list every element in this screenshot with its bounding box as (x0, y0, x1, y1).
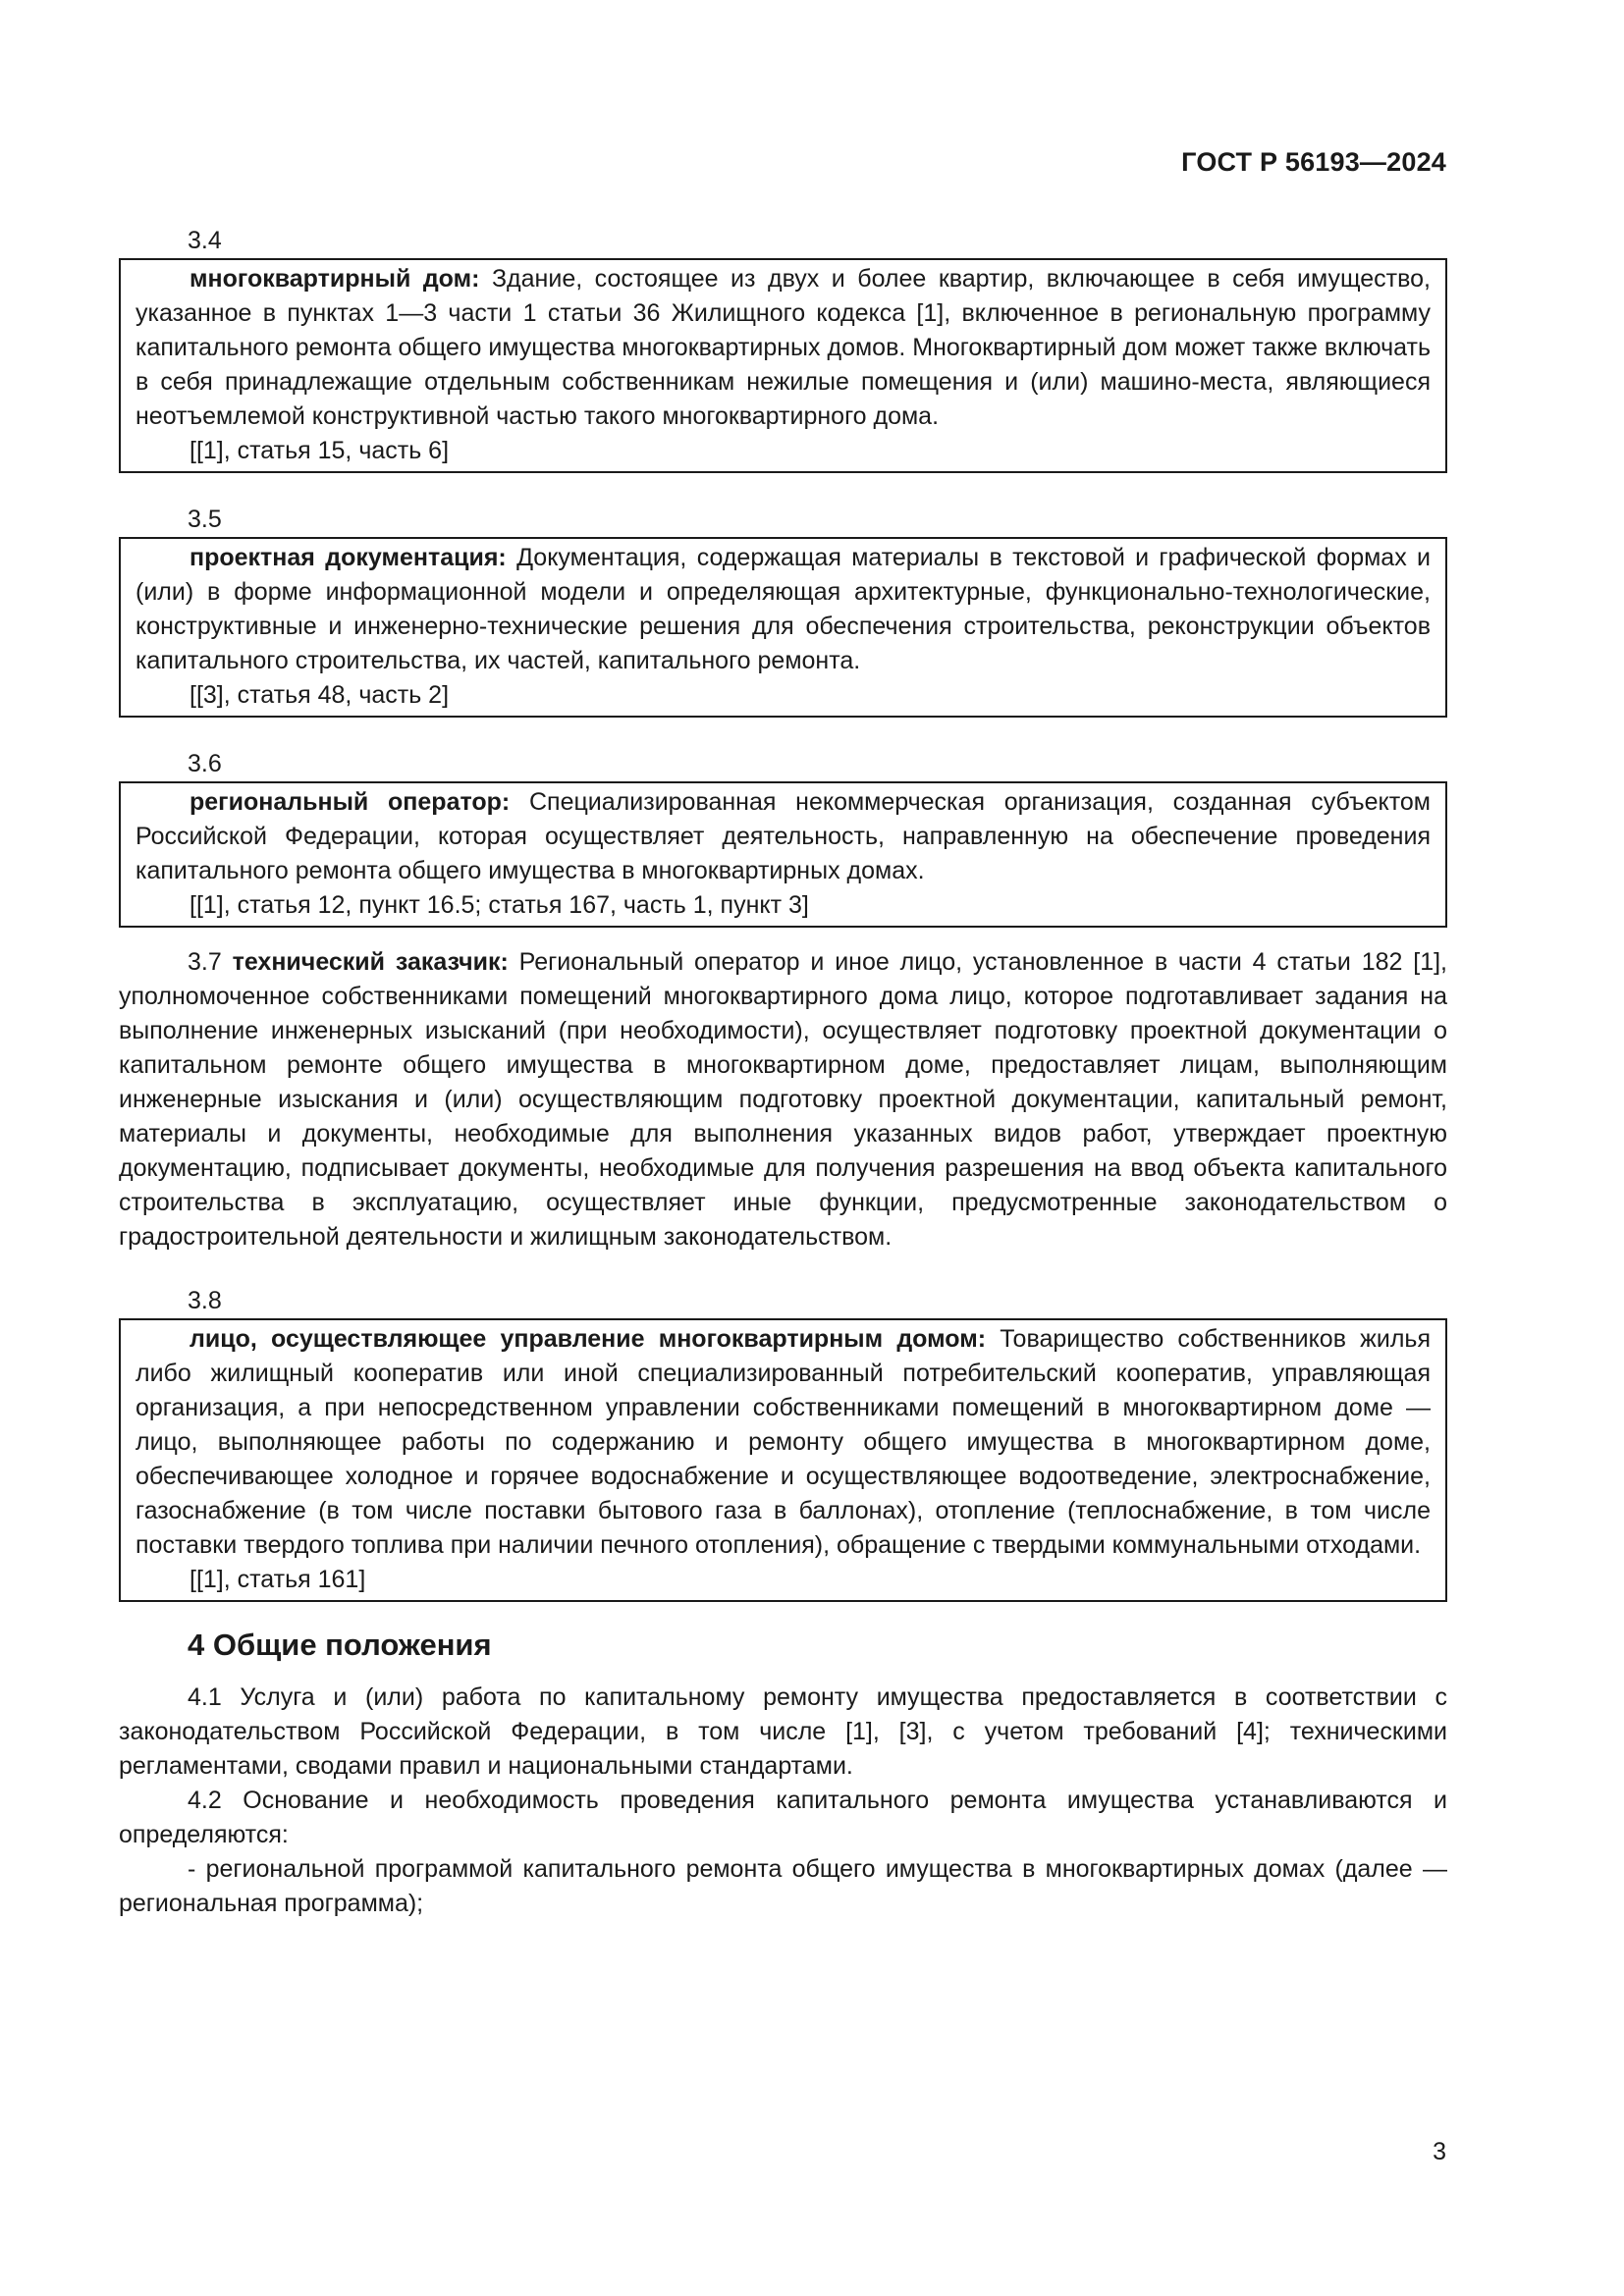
term-number: 3.8 (188, 1287, 222, 1314)
spacer (119, 473, 1447, 503)
term-definition (135, 262, 1431, 434)
term-text: Здание, состоящее из двух и более квартир, включающее в себя имущество, указанное в пунктах 1—3 части 1 статьи 36 Жилищного кодекса [1], включенное в региональную программу капитального ремонта общего имущества многоквартирных домов. Многоквартирный дом может также включать в себя принадлежащие отдельным собственникам нежилые помещения и (или) машино-места, являющиеся неотъемлемой конструктивной частью такого многоквартирного дома. (135, 265, 1431, 430)
list-item: - региональной программой капитального ремонта общего имущества в многоквартирных домах (далее — региональная программа); (119, 1855, 1447, 1917)
page-number: 3 (1433, 2138, 1446, 2165)
term-definition (135, 1322, 1431, 1563)
term-text: Региональный оператор и иное лицо, установленное в части 4 статьи 182 [1], уполномоченное собственниками помещений многоквартирного дома лицо, которое подготавливает задания на выполнение инженерных изысканий (при необходимости), осуществляет подготовку проектной документации о капитальном ремонте общего имущества в многоквартирном доме, предоставляет лицам, выполняющим инженерные изыскания и (или) осуществляющим подготовку проектной документации, капитальный ремонт, материалы и документы, необходимые для выполнения указанных видов работ, утверждает проектную документацию, подписывает документы, необходимые для получения разрешения на ввод объекта капитального строительства в эксплуатацию, осуществляет иные функции, предусмотренные законодательством о градостроительной деятельности и жилищным законодательством. (119, 948, 1447, 1251)
term-number: 3.7 (188, 948, 222, 976)
term-name: лицо, осуществляющее управление многоквартирным домом: (189, 1325, 987, 1353)
term-source: [[3], статья 48, часть 2] (189, 681, 450, 709)
page-content (119, 224, 1447, 1921)
spacer (119, 928, 1447, 945)
term-box-3-5 (119, 537, 1447, 718)
term-box-3-6 (119, 781, 1447, 928)
spacer (119, 718, 1447, 747)
term-number: 3.5 (188, 506, 222, 533)
term-text: Специализированная некоммерческая организация, созданная субъектом Российской Федерации, которая осуществляет деятельность, направленную на обеспечение проведения капитального ремонта общего имущества в многоквартирных домах. (135, 788, 1431, 884)
term-name: многоквартирный дом: (189, 265, 480, 293)
term-source: [[1], статья 161] (189, 1566, 366, 1593)
spacer (119, 1255, 1447, 1284)
term-name: проектная документация: (189, 544, 507, 571)
term-paragraph-3-7 (119, 945, 1447, 1255)
term-number: 3.6 (188, 750, 222, 777)
term-text: Документация, содержащая материалы в текстовой и графической формах и (или) в форме информационной модели и определяющая архитектурные, функционально-технологические, конструктивные и инженерно-технические решения для обеспечения строительства, реконструкции объектов капитального строительства, их частей, капитального ремонта. (135, 544, 1431, 674)
term-box-3-8 (119, 1318, 1447, 1602)
term-number: 3.4 (188, 227, 222, 254)
term-definition (135, 785, 1431, 888)
term-source: [[1], статья 15, часть 6] (189, 437, 450, 464)
document-code: ГОСТ Р 56193—2024 (1181, 147, 1446, 177)
term-box-3-4 (119, 258, 1447, 473)
term-name: региональный оператор: (189, 788, 511, 816)
term-name: технический заказчик: (232, 948, 509, 976)
term-text: Товарищество собственников жилья либо жилищный кооператив или иной специализированный потребительский кооператив, управляющая организация, а при непосредственном управлении собственниками помещений в многоквартирном доме — лицо, выполняющее работы по содержанию и ремонту общего имущества в многоквартирном доме, обеспечивающее холодное и горячее водоснабжение и осуществляющее водоотведение, электроснабжение, газоснабжение (в том числе поставки бытового газа в баллонах), отопление (теплоснабжение, в том числе поставки твердого топлива при наличии печного отопления), обращение с твердыми коммунальными отходами. (135, 1325, 1431, 1559)
term-definition (135, 541, 1431, 678)
term-source: [[1], статья 12, пункт 16.5; статья 167, часть 1, пункт 3] (189, 891, 809, 919)
paragraph-4-1: 4.1 Услуга и (или) работа по капитальному ремонту имущества предоставляется в соответствии с законодательством Российской Федерации, в том числе [1], [3], с учетом требований [4]; техническими регламентами, сводами правил и национальными стандартами. (119, 1683, 1447, 1780)
section-heading: 4 Общие положения (188, 1628, 492, 1662)
paragraph-4-2: 4.2 Основание и необходимость проведения капитального ремонта имущества устанавливаются и определяются: (119, 1787, 1447, 1848)
